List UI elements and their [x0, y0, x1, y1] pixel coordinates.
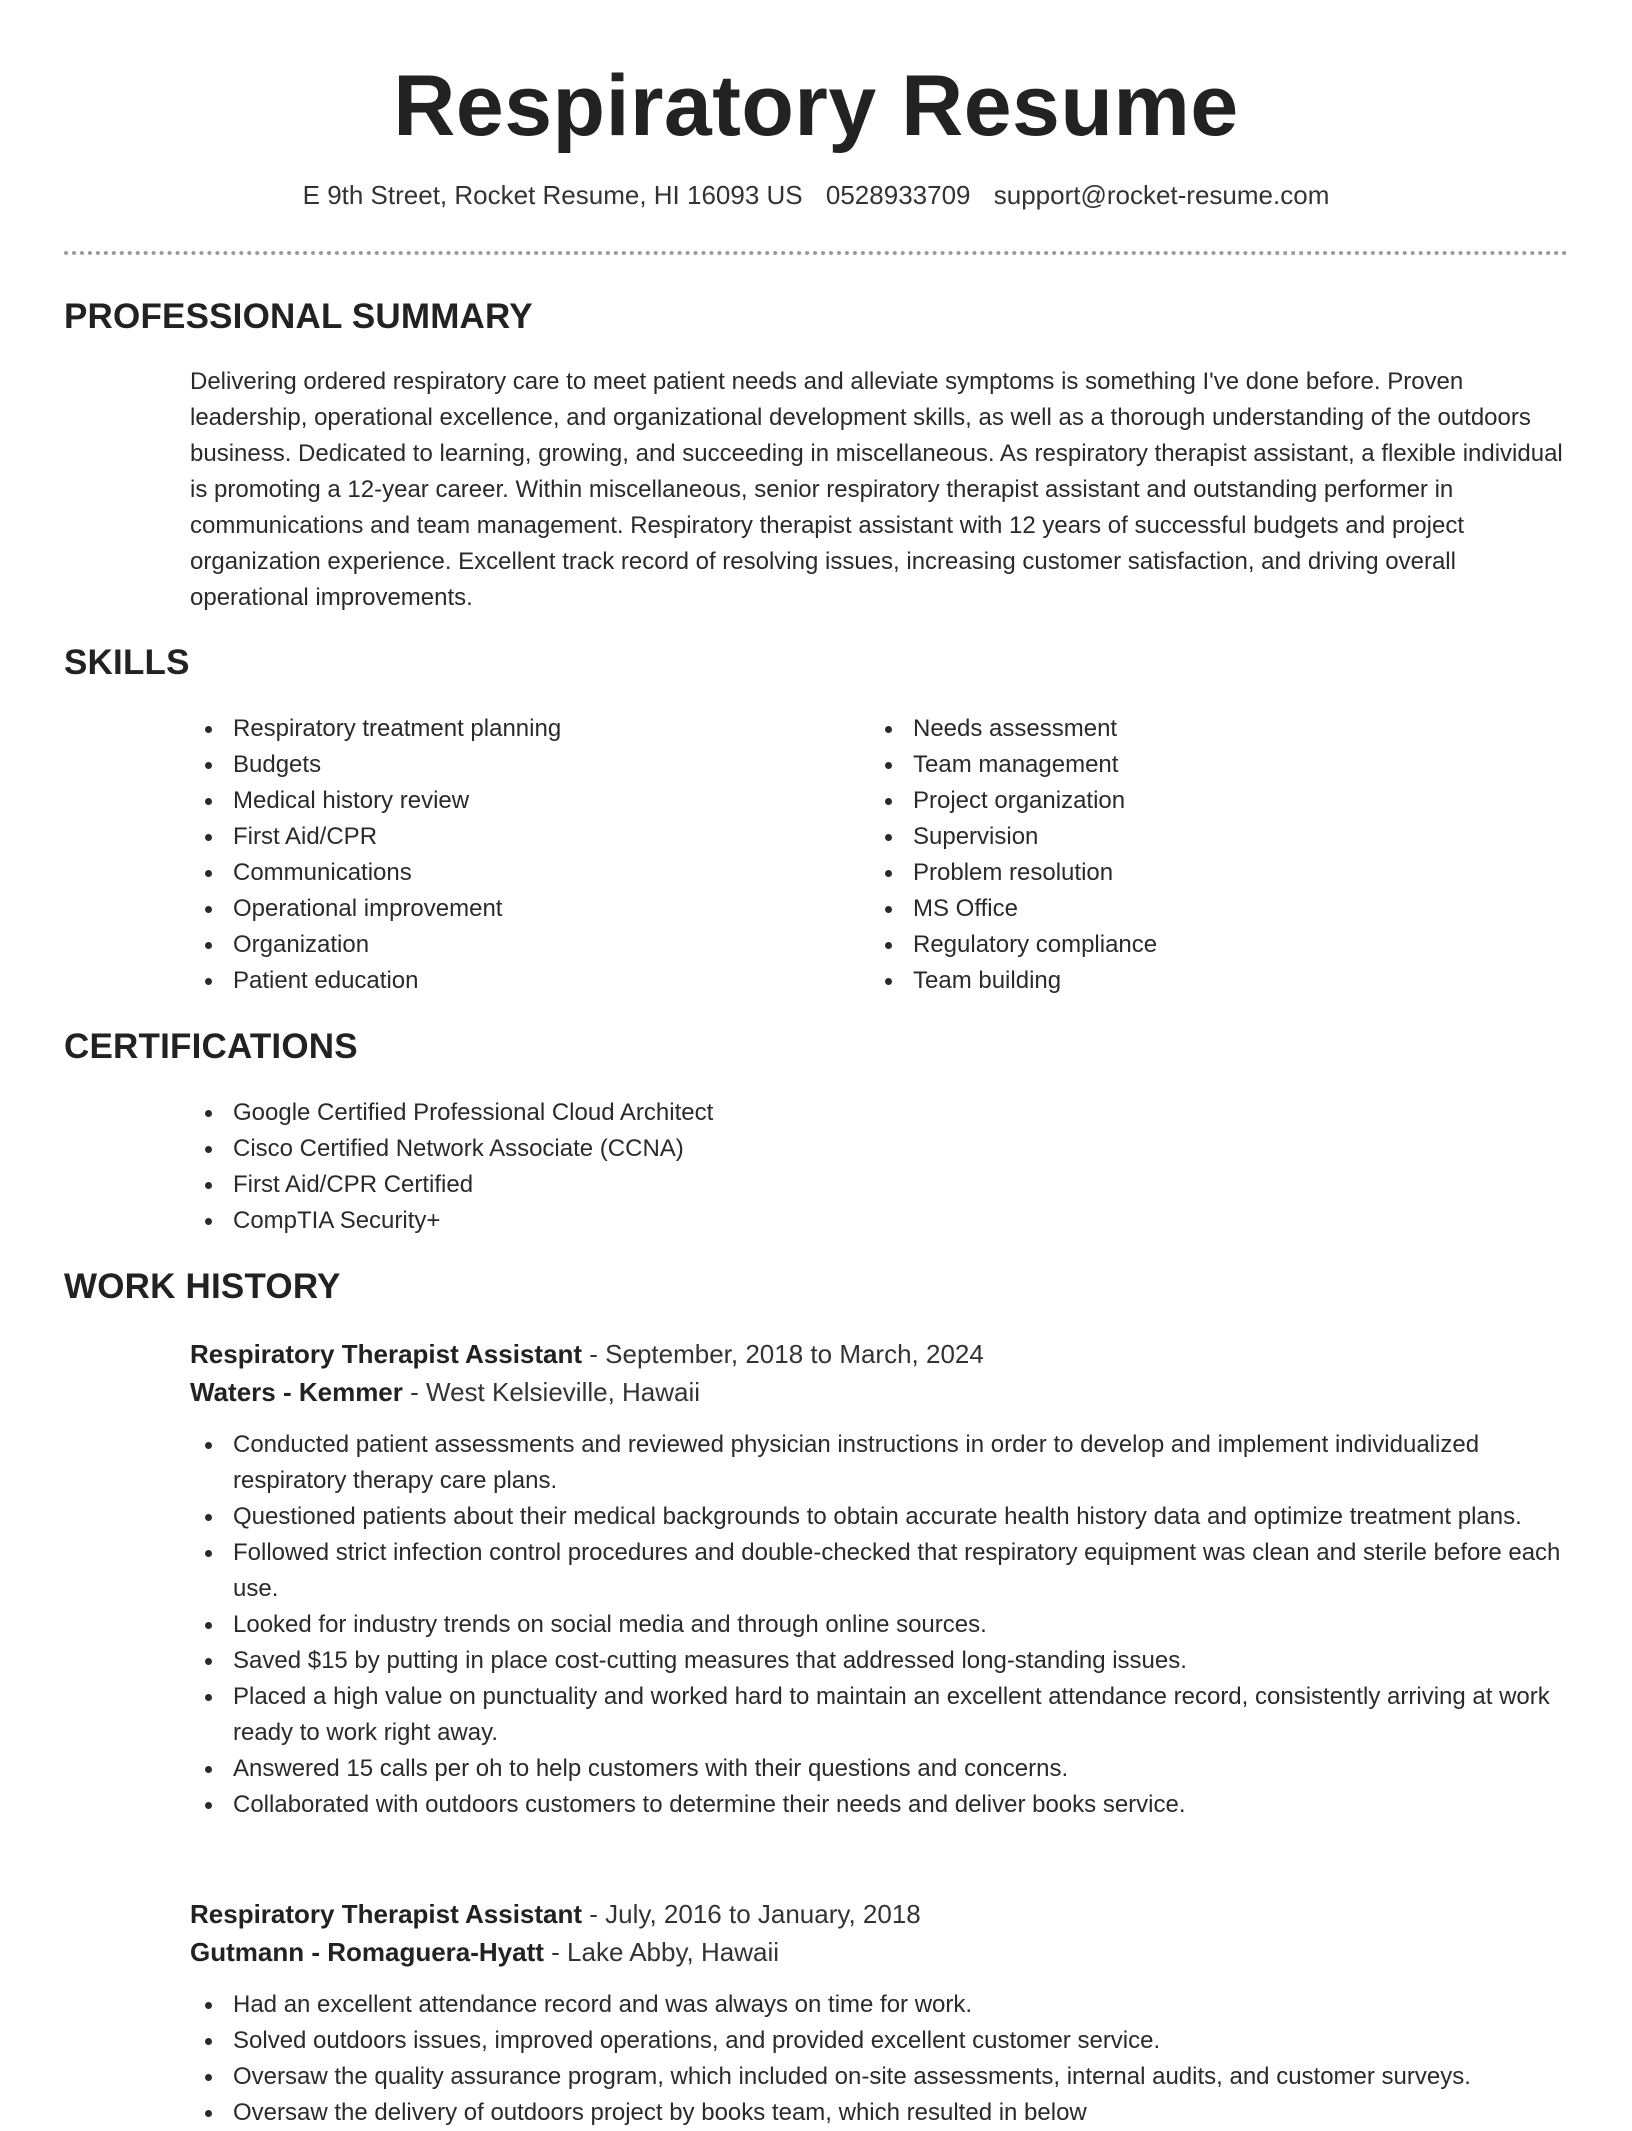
- skill-item: Communications: [190, 855, 830, 891]
- job-duty: Solved outdoors issues, improved operations, and provided excellent customer service.: [190, 2023, 1570, 2059]
- contact-email: support@rocket-resume.com: [993, 180, 1330, 210]
- certification-item: Cisco Certified Network Associate (CCNA): [190, 1131, 1570, 1167]
- job-location: - Lake Abby, Hawaii: [543, 1937, 780, 1967]
- contact-line: [0, 178, 1632, 212]
- certifications-list: [190, 1095, 1570, 1239]
- job-duty: Oversaw the delivery of outdoors project by books team, which resulted in below: [190, 2095, 1570, 2131]
- skill-item: Regulatory compliance: [870, 927, 1510, 963]
- job-title: Respiratory Therapist Assistant: [190, 1339, 583, 1369]
- skills-heading: SKILLS: [64, 643, 190, 682]
- job-company-line: [190, 1373, 1570, 1411]
- summary-heading: PROFESSIONAL SUMMARY: [64, 297, 533, 336]
- job-duties-list: [190, 1427, 1570, 1823]
- job-duty: Answered 15 calls per oh to help customers with their questions and concerns.: [190, 1751, 1570, 1787]
- job-dates: - September, 2018 to March, 2024: [582, 1339, 984, 1369]
- skill-item: MS Office: [870, 891, 1510, 927]
- job-entry: [190, 1335, 1570, 1823]
- work-history-heading: WORK HISTORY: [64, 1267, 341, 1306]
- resume-name: Respiratory Resume: [393, 58, 1239, 154]
- skill-item: Respiratory treatment planning: [190, 711, 830, 747]
- job-title-line: [190, 1335, 1570, 1373]
- resume-header: [0, 0, 1632, 212]
- job-company: Waters - Kemmer: [190, 1377, 403, 1407]
- job-entry: [190, 1895, 1570, 2131]
- job-title-line: [190, 1895, 1570, 1933]
- job-duty: Collaborated with outdoors customers to determine their needs and deliver books service.: [190, 1787, 1570, 1823]
- job-duty: Followed strict infection control procedures and double-checked that respiratory equipment was clean and sterile before each use.: [190, 1535, 1570, 1607]
- skill-item: Budgets: [190, 747, 830, 783]
- skill-item: Supervision: [870, 819, 1510, 855]
- summary-text: Delivering ordered respiratory care to meet patient needs and alleviate symptoms is something I've done before. Proven leadership, operational excellence, and organizational development skills, as well as a thorough understanding of the outdoors business. Dedicated to learning, growing, and succeeding in miscellaneous. As respiratory therapist assistant, a flexible individual is promoting a 12-year career. Within miscellaneous, senior respiratory therapist assistant and outstanding performer in communications and team management. Respiratory therapist assistant with 12 years of successful budgets and project organization experience. Excellent track record of resolving issues, increasing customer satisfaction, and driving overall operational improvements.: [190, 368, 1563, 611]
- job-title: Respiratory Therapist Assistant: [190, 1899, 583, 1929]
- job-duty: Conducted patient assessments and reviewed physician instructions in order to develop and implement individualized respiratory therapy care plans.: [190, 1427, 1570, 1499]
- skills-list-left: [190, 711, 830, 999]
- skill-item: Needs assessment: [870, 711, 1510, 747]
- job-location: - West Kelsieville, Hawaii: [402, 1377, 701, 1407]
- skills-list-right: [870, 711, 1510, 999]
- job-duty: Oversaw the quality assurance program, which included on-site assessments, internal audits, and customer surveys.: [190, 2059, 1570, 2095]
- certifications-heading: CERTIFICATIONS: [64, 1027, 358, 1066]
- certification-item: First Aid/CPR Certified: [190, 1167, 1570, 1203]
- job-duty: Had an excellent attendance record and was always on time for work.: [190, 1987, 1570, 2023]
- job-company-line: [190, 1933, 1570, 1971]
- job-duty: Looked for industry trends on social media and through online sources.: [190, 1607, 1570, 1643]
- skill-item: Operational improvement: [190, 891, 830, 927]
- job-duty: Questioned patients about their medical backgrounds to obtain accurate health history data and optimize treatment plans.: [190, 1499, 1570, 1535]
- job-duties-list: [190, 1987, 1570, 2131]
- header-divider: [64, 251, 1568, 255]
- job-company: Gutmann - Romaguera-Hyatt: [190, 1937, 544, 1967]
- certification-item: Google Certified Professional Cloud Architect: [190, 1095, 1570, 1131]
- job-duty: Placed a high value on punctuality and worked hard to maintain an excellent attendance record, consistently arriving at work ready to work right away.: [190, 1679, 1570, 1751]
- certification-item: CompTIA Security+: [190, 1203, 1570, 1239]
- skill-item: Project organization: [870, 783, 1510, 819]
- contact-phone: 0528933709: [825, 180, 971, 210]
- job-dates: - July, 2016 to January, 2018: [582, 1899, 921, 1929]
- contact-address: E 9th Street, Rocket Resume, HI 16093 US: [302, 180, 803, 210]
- skill-item: Team management: [870, 747, 1510, 783]
- skill-item: Medical history review: [190, 783, 830, 819]
- skill-item: Team building: [870, 963, 1510, 999]
- skill-item: First Aid/CPR: [190, 819, 830, 855]
- skill-item: Patient education: [190, 963, 830, 999]
- job-duty: Saved $15 by putting in place cost-cutting measures that addressed long-standing issues.: [190, 1643, 1570, 1679]
- skill-item: Organization: [190, 927, 830, 963]
- skill-item: Problem resolution: [870, 855, 1510, 891]
